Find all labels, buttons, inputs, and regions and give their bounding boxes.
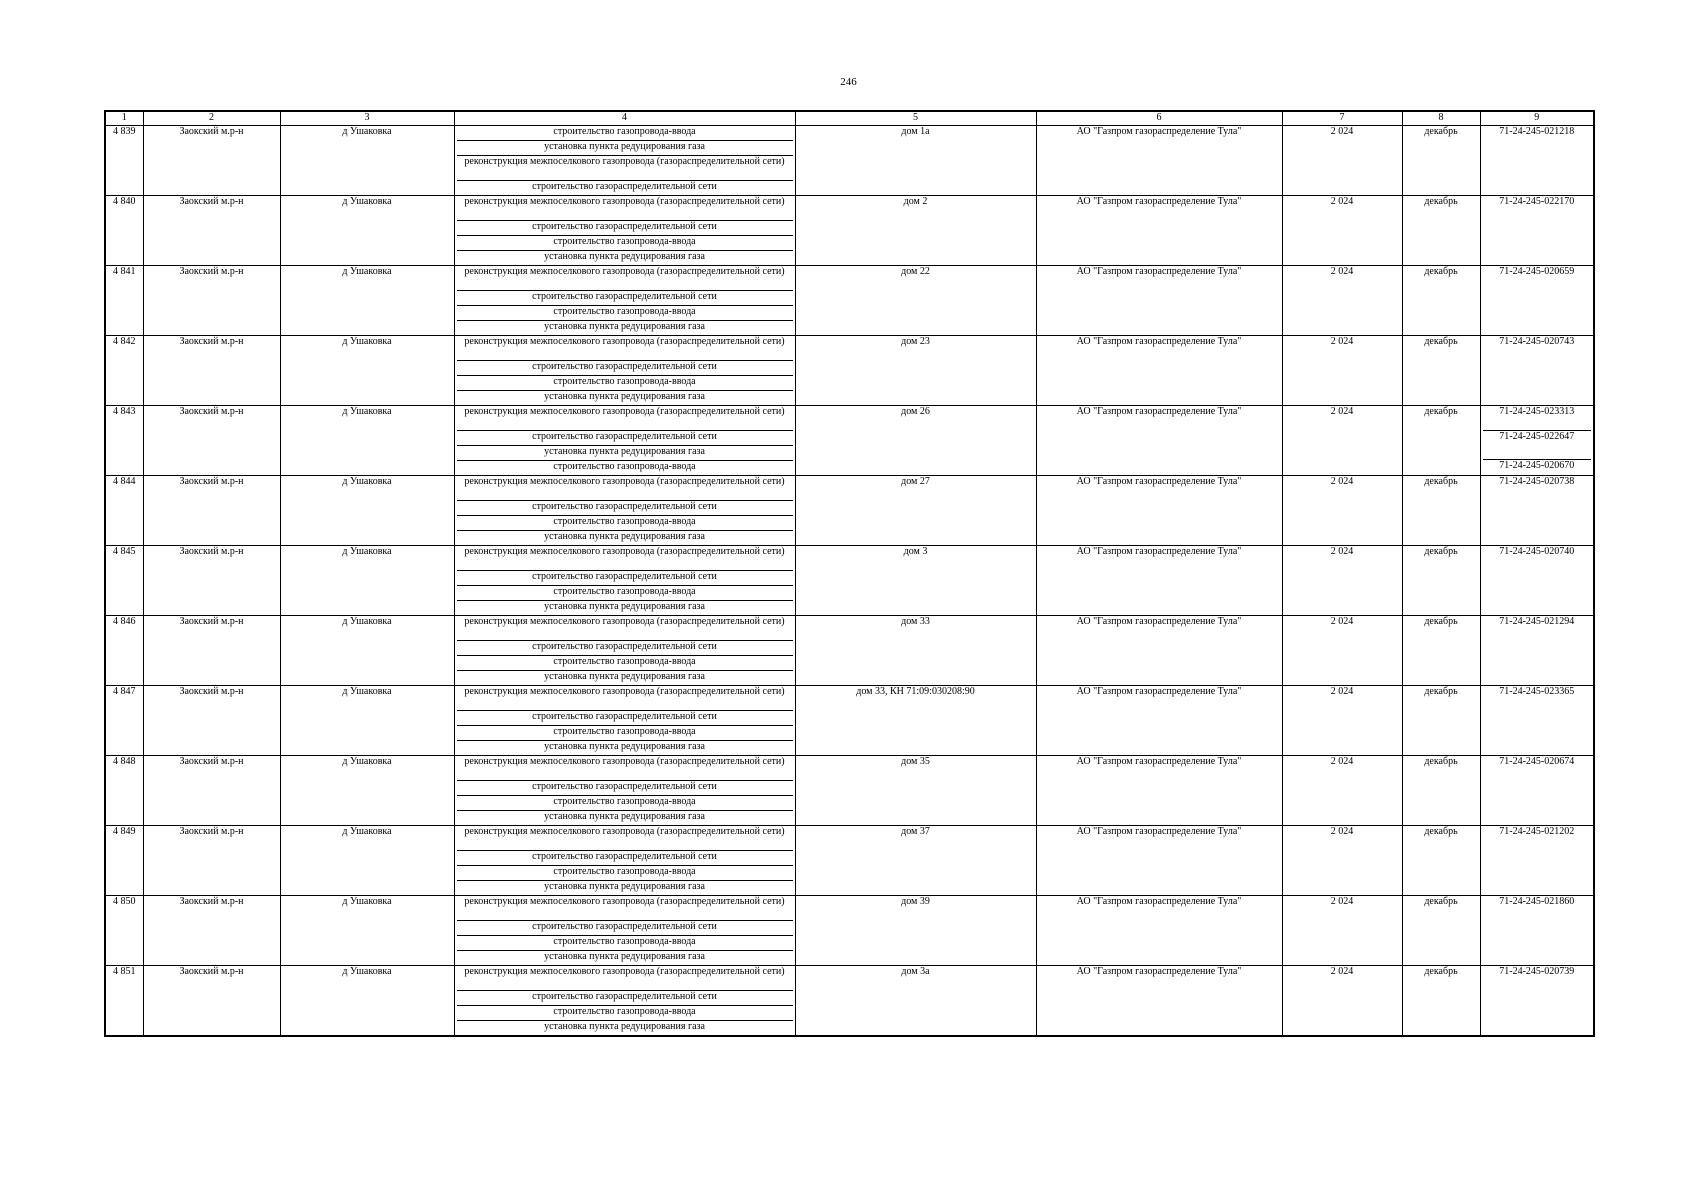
row-number: 4 844 (105, 476, 143, 546)
works-cell (454, 406, 795, 476)
district-cell: Заокский м.р-н (143, 686, 280, 756)
year-cell: 2 024 (1282, 826, 1402, 896)
month-cell: декабрь (1402, 546, 1480, 616)
work-item: строительство газопровода-ввода (457, 935, 793, 950)
district-cell: Заокский м.р-н (143, 546, 280, 616)
table-row (105, 266, 1594, 336)
column-header: 5 (795, 111, 1036, 126)
row-number: 4 850 (105, 896, 143, 966)
work-item: установка пункта редуцирования газа (457, 250, 793, 265)
address-cell: дом 22 (795, 266, 1036, 336)
column-number-header (105, 111, 1594, 126)
organization-cell: АО "Газпром газораспределение Тула" (1036, 756, 1282, 826)
address-cell: дом 1а (795, 126, 1036, 196)
year-cell: 2 024 (1282, 196, 1402, 266)
work-item: установка пункта редуцирования газа (457, 445, 793, 460)
address-cell: дом 39 (795, 896, 1036, 966)
work-item: реконструкция межпоселкового газопровода (газораспределительной сети) (464, 756, 785, 767)
work-item: установка пункта редуцирования газа (457, 950, 793, 965)
work-item: строительство газораспределительной сети (457, 990, 793, 1005)
year-cell: 2 024 (1282, 546, 1402, 616)
table-row (105, 686, 1594, 756)
year-cell: 2 024 (1282, 686, 1402, 756)
organization-cell: АО "Газпром газораспределение Тула" (1036, 476, 1282, 546)
work-item: строительство газопровода-ввода (457, 725, 793, 740)
work-item: реконструкция межпоселкового газопровода (газораспределительной сети) (464, 826, 785, 837)
work-item: реконструкция межпоселкового газопровода (газораспределительной сети) (464, 686, 785, 697)
locality-cell: д Ушаковка (280, 266, 454, 336)
work-item: установка пункта редуцирования газа (457, 600, 793, 615)
work-item: строительство газопровода-ввода (457, 655, 793, 670)
work-item: строительство газораспределительной сети (457, 640, 793, 655)
works-cell (454, 756, 795, 826)
works-cell (454, 826, 795, 896)
table-row (105, 896, 1594, 966)
month-cell: декабрь (1402, 126, 1480, 196)
code-cell (1480, 546, 1594, 616)
organization-cell: АО "Газпром газораспределение Тула" (1036, 616, 1282, 686)
table-row (105, 966, 1594, 1037)
column-header: 9 (1480, 111, 1594, 126)
locality-cell: д Ушаковка (280, 336, 454, 406)
address-cell: дом 37 (795, 826, 1036, 896)
locality-cell: д Ушаковка (280, 826, 454, 896)
code-cell (1480, 686, 1594, 756)
work-item: строительство газопровода-ввода (457, 460, 793, 475)
locality-cell: д Ушаковка (280, 966, 454, 1037)
code-item: 71-24-245-021202 (1499, 826, 1575, 837)
month-cell: декабрь (1402, 826, 1480, 896)
address-cell: дом 23 (795, 336, 1036, 406)
district-cell: Заокский м.р-н (143, 126, 280, 196)
code-item: 71-24-245-020739 (1499, 966, 1575, 977)
code-item: 71-24-245-021218 (1499, 126, 1575, 137)
work-item: реконструкция межпоселкового газопровода (газораспределительной сети) (464, 476, 785, 487)
work-item: строительство газораспределительной сети (457, 850, 793, 865)
works-cell (454, 336, 795, 406)
table-row (105, 756, 1594, 826)
locality-cell: д Ушаковка (280, 686, 454, 756)
table-row (105, 196, 1594, 266)
code-cell (1480, 476, 1594, 546)
work-item: реконструкция межпоселкового газопровода (газораспределительной сети) (464, 966, 785, 977)
code-cell (1480, 336, 1594, 406)
address-cell: дом 35 (795, 756, 1036, 826)
district-cell: Заокский м.р-н (143, 896, 280, 966)
table-row (105, 476, 1594, 546)
works-cell (454, 126, 795, 196)
work-item: строительство газораспределительной сети (457, 290, 793, 305)
locality-cell: д Ушаковка (280, 476, 454, 546)
register-table (104, 110, 1595, 1037)
work-item: строительство газопровода-ввода (457, 585, 793, 600)
year-cell: 2 024 (1282, 126, 1402, 196)
district-cell: Заокский м.р-н (143, 966, 280, 1037)
work-item: строительство газопровода-ввода (457, 865, 793, 880)
code-item: 71-24-245-023365 (1499, 686, 1575, 697)
work-item: реконструкция межпоселкового газопровода (газораспределительной сети) (457, 155, 793, 180)
table-row (105, 406, 1594, 476)
work-item: установка пункта редуцирования газа (457, 810, 793, 825)
works-cell (454, 196, 795, 266)
column-header: 4 (454, 111, 795, 126)
table-row (105, 336, 1594, 406)
work-item: строительство газопровода-ввода (457, 375, 793, 390)
organization-cell: АО "Газпром газораспределение Тула" (1036, 196, 1282, 266)
table-row (105, 126, 1594, 196)
code-item: 71-24-245-023313 (1499, 406, 1575, 417)
month-cell: декабрь (1402, 756, 1480, 826)
year-cell: 2 024 (1282, 336, 1402, 406)
year-cell: 2 024 (1282, 966, 1402, 1037)
work-item: установка пункта редуцирования газа (457, 530, 793, 545)
work-item: реконструкция межпоселкового газопровода (газораспределительной сети) (464, 546, 785, 557)
column-header: 6 (1036, 111, 1282, 126)
address-cell: дом 26 (795, 406, 1036, 476)
year-cell: 2 024 (1282, 756, 1402, 826)
district-cell: Заокский м.р-н (143, 826, 280, 896)
month-cell: декабрь (1402, 966, 1480, 1037)
code-cell (1480, 826, 1594, 896)
code-item: 71-24-245-020738 (1499, 476, 1575, 487)
code-cell (1480, 196, 1594, 266)
month-cell: декабрь (1402, 686, 1480, 756)
locality-cell: д Ушаковка (280, 546, 454, 616)
works-cell (454, 896, 795, 966)
district-cell: Заокский м.р-н (143, 406, 280, 476)
code-cell (1480, 756, 1594, 826)
code-item: 71-24-245-020674 (1499, 756, 1575, 767)
month-cell: декабрь (1402, 476, 1480, 546)
table-row (105, 546, 1594, 616)
work-item: строительство газораспределительной сети (457, 710, 793, 725)
code-item: 71-24-245-020659 (1499, 266, 1575, 277)
district-cell: Заокский м.р-н (143, 336, 280, 406)
table-row (105, 616, 1594, 686)
organization-cell: АО "Газпром газораспределение Тула" (1036, 896, 1282, 966)
work-item: строительство газораспределительной сети (457, 430, 793, 445)
row-number: 4 842 (105, 336, 143, 406)
code-cell (1480, 266, 1594, 336)
address-cell: дом 33 (795, 616, 1036, 686)
locality-cell: д Ушаковка (280, 616, 454, 686)
column-header: 1 (105, 111, 143, 126)
month-cell: декабрь (1402, 336, 1480, 406)
locality-cell: д Ушаковка (280, 406, 454, 476)
column-header: 3 (280, 111, 454, 126)
district-cell: Заокский м.р-н (143, 196, 280, 266)
row-number: 4 848 (105, 756, 143, 826)
work-item: установка пункта редуцирования газа (457, 670, 793, 685)
work-item: строительство газопровода-ввода (457, 235, 793, 250)
works-cell (454, 686, 795, 756)
code-cell (1480, 126, 1594, 196)
page-number: 246 (840, 76, 857, 88)
row-number: 4 840 (105, 196, 143, 266)
organization-cell: АО "Газпром газораспределение Тула" (1036, 686, 1282, 756)
year-cell: 2 024 (1282, 266, 1402, 336)
code-cell (1480, 616, 1594, 686)
code-item: 71-24-245-020743 (1499, 336, 1575, 347)
district-cell: Заокский м.р-н (143, 476, 280, 546)
address-cell: дом 27 (795, 476, 1036, 546)
code-cell (1480, 966, 1594, 1037)
organization-cell: АО "Газпром газораспределение Тула" (1036, 966, 1282, 1037)
work-item: реконструкция межпоселкового газопровода (газораспределительной сети) (464, 896, 785, 907)
month-cell: декабрь (1402, 196, 1480, 266)
work-item: реконструкция межпоселкового газопровода (газораспределительной сети) (464, 266, 785, 277)
register-body (105, 126, 1594, 1037)
district-cell: Заокский м.р-н (143, 266, 280, 336)
work-item: установка пункта редуцирования газа (457, 740, 793, 755)
work-item: установка пункта редуцирования газа (457, 1020, 793, 1035)
work-item: реконструкция межпоселкового газопровода (газораспределительной сети) (464, 616, 785, 627)
work-item: строительство газораспределительной сети (457, 500, 793, 515)
row-number: 4 846 (105, 616, 143, 686)
work-item: установка пункта редуцирования газа (457, 880, 793, 895)
code-item: 71-24-245-021860 (1499, 896, 1575, 907)
code-item: 71-24-245-020740 (1499, 546, 1575, 557)
row-number: 4 841 (105, 266, 143, 336)
work-item: установка пункта редуцирования газа (457, 320, 793, 335)
works-cell (454, 476, 795, 546)
work-item: строительство газораспределительной сети (457, 360, 793, 375)
locality-cell: д Ушаковка (280, 896, 454, 966)
works-cell (454, 546, 795, 616)
work-item: строительство газопровода-ввода (457, 795, 793, 810)
row-number: 4 839 (105, 126, 143, 196)
work-item: строительство газораспределительной сети (457, 780, 793, 795)
code-item: 71-24-245-022647 (1483, 430, 1592, 459)
locality-cell: д Ушаковка (280, 126, 454, 196)
row-number: 4 849 (105, 826, 143, 896)
year-cell: 2 024 (1282, 896, 1402, 966)
year-cell: 2 024 (1282, 616, 1402, 686)
work-item: реконструкция межпоселкового газопровода (газораспределительной сети) (464, 196, 785, 207)
code-item: 71-24-245-021294 (1499, 616, 1575, 627)
work-item: строительство газопровода-ввода (457, 515, 793, 530)
locality-cell: д Ушаковка (280, 196, 454, 266)
work-item: строительство газопровода-ввода (553, 126, 696, 137)
work-item: реконструкция межпоселкового газопровода (газораспределительной сети) (464, 336, 785, 347)
month-cell: декабрь (1402, 266, 1480, 336)
row-number: 4 843 (105, 406, 143, 476)
code-item: 71-24-245-022170 (1499, 196, 1575, 207)
column-header: 8 (1402, 111, 1480, 126)
row-number: 4 851 (105, 966, 143, 1037)
year-cell: 2 024 (1282, 406, 1402, 476)
organization-cell: АО "Газпром газораспределение Тула" (1036, 266, 1282, 336)
address-cell: дом 2 (795, 196, 1036, 266)
organization-cell: АО "Газпром газораспределение Тула" (1036, 336, 1282, 406)
work-item: реконструкция межпоселкового газопровода (газораспределительной сети) (464, 406, 785, 417)
works-cell (454, 966, 795, 1037)
address-cell: дом 3а (795, 966, 1036, 1037)
locality-cell: д Ушаковка (280, 756, 454, 826)
district-cell: Заокский м.р-н (143, 756, 280, 826)
works-cell (454, 616, 795, 686)
district-cell: Заокский м.р-н (143, 616, 280, 686)
row-number: 4 847 (105, 686, 143, 756)
row-number: 4 845 (105, 546, 143, 616)
code-item: 71-24-245-020670 (1483, 459, 1592, 474)
work-item: установка пункта редуцирования газа (457, 390, 793, 405)
organization-cell: АО "Газпром газораспределение Тула" (1036, 546, 1282, 616)
address-cell: дом 33, КН 71:09:030208:90 (795, 686, 1036, 756)
organization-cell: АО "Газпром газораспределение Тула" (1036, 406, 1282, 476)
work-item: строительство газораспределительной сети (457, 570, 793, 585)
work-item: строительство газопровода-ввода (457, 1005, 793, 1020)
year-cell: 2 024 (1282, 476, 1402, 546)
month-cell: декабрь (1402, 616, 1480, 686)
work-item: строительство газораспределительной сети (457, 920, 793, 935)
month-cell: декабрь (1402, 896, 1480, 966)
month-cell: декабрь (1402, 406, 1480, 476)
address-cell: дом 3 (795, 546, 1036, 616)
work-item: установка пункта редуцирования газа (457, 140, 793, 155)
organization-cell: АО "Газпром газораспределение Тула" (1036, 126, 1282, 196)
work-item: строительство газораспределительной сети (457, 180, 793, 195)
work-item: строительство газопровода-ввода (457, 305, 793, 320)
column-header: 7 (1282, 111, 1402, 126)
code-cell (1480, 896, 1594, 966)
work-item: строительство газораспределительной сети (457, 220, 793, 235)
column-header: 2 (143, 111, 280, 126)
table-row (105, 826, 1594, 896)
works-cell (454, 266, 795, 336)
organization-cell: АО "Газпром газораспределение Тула" (1036, 826, 1282, 896)
code-cell (1480, 406, 1594, 476)
